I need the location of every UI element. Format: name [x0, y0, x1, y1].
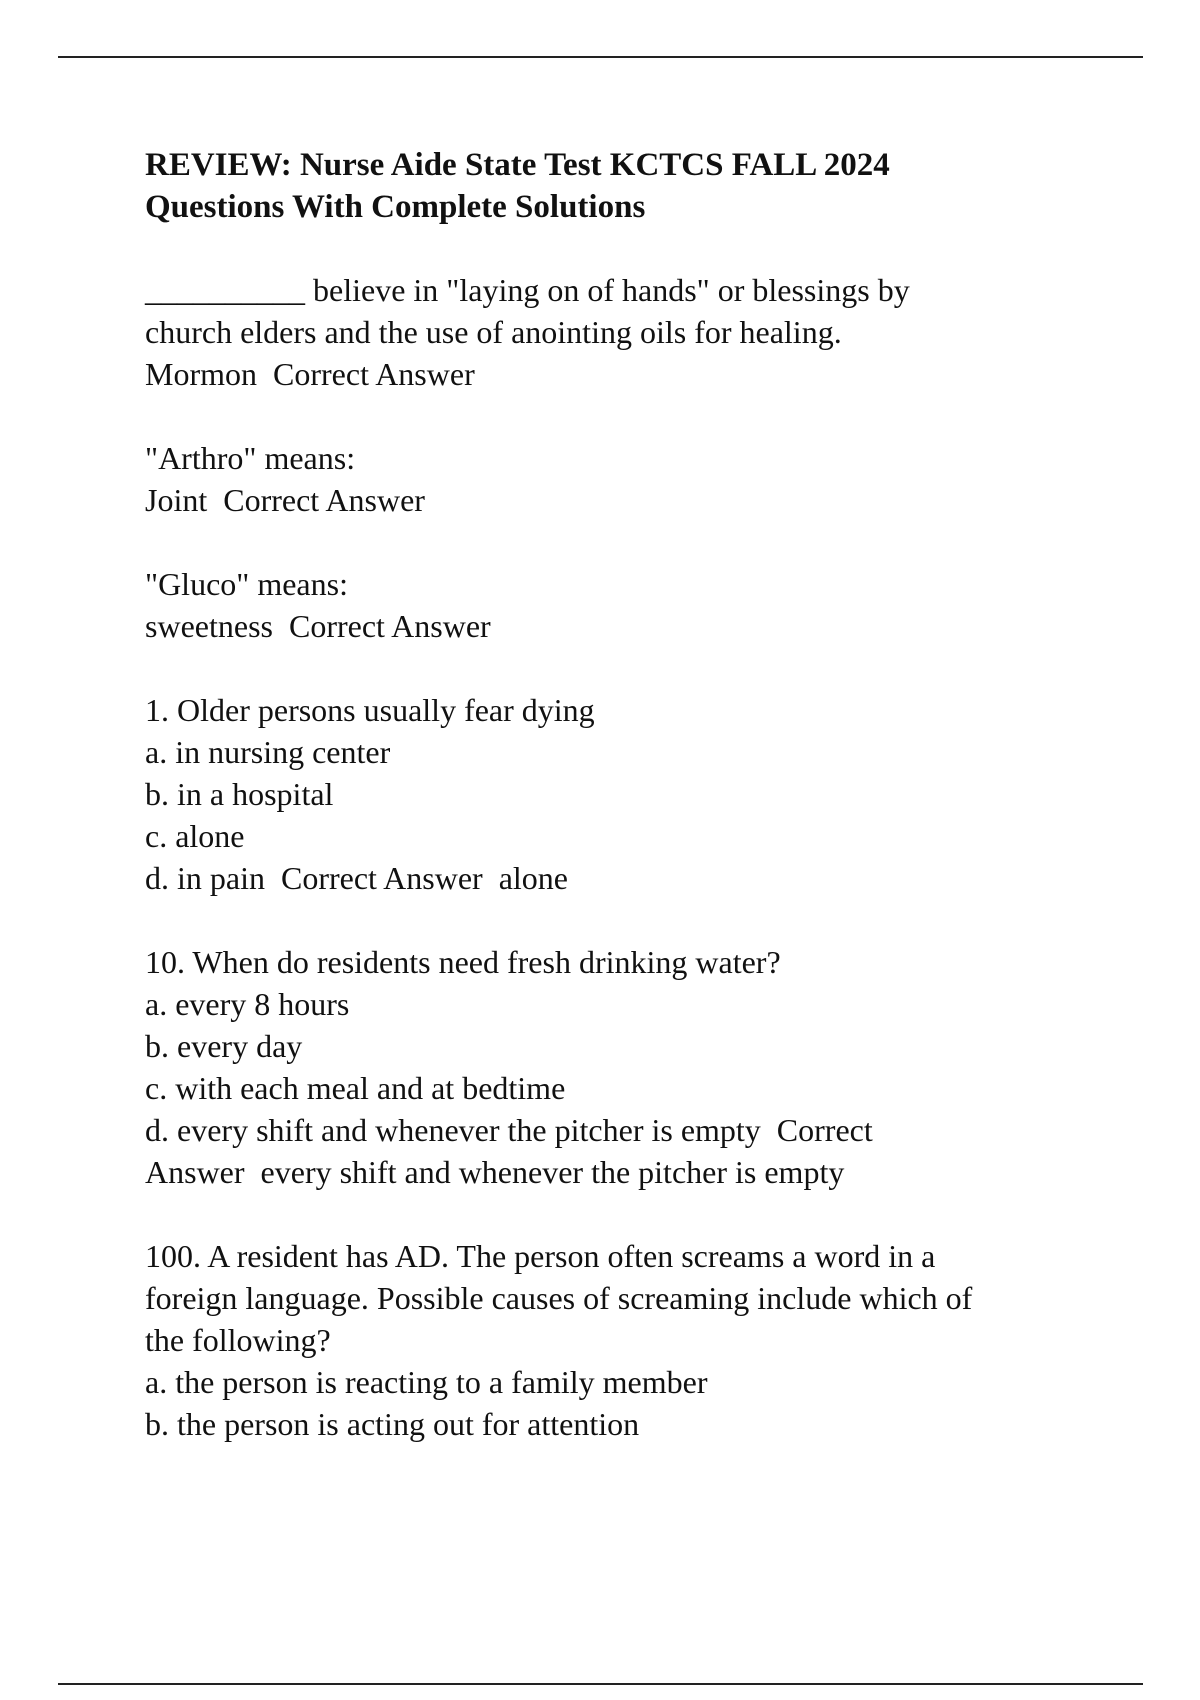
question-text: "Gluco" means:	[145, 566, 348, 602]
title-line-2: Questions With Complete Solutions	[145, 189, 646, 225]
question-text-line-3: the following?	[145, 1322, 331, 1358]
question-1-fear-dying	[145, 689, 1105, 899]
option-c: c. alone	[145, 818, 245, 854]
question-mormon	[145, 269, 1105, 395]
question-text-line-1: 100. A resident has AD. The person often screams a word in a	[145, 1238, 936, 1274]
answer-text: Joint Correct Answer	[145, 482, 425, 518]
question-text-line-2: church elders and the use of anointing oils for healing.	[145, 314, 842, 350]
option-a: a. every 8 hours	[145, 986, 350, 1022]
question-text: 1. Older persons usually fear dying	[145, 692, 595, 728]
option-d-with-answer-line-2: Answer every shift and whenever the pitcher is empty	[145, 1154, 845, 1190]
top-rule	[58, 56, 1143, 58]
title-line-1: REVIEW: Nurse Aide State Test KCTCS FALL 2024	[145, 147, 890, 183]
option-b: b. every day	[145, 1028, 303, 1064]
question-text-line-1: __________ believe in "laying on of hands" or blessings by	[145, 272, 910, 308]
option-b: b. in a hospital	[145, 776, 334, 812]
question-100-screaming	[145, 1235, 1105, 1445]
option-a: a. the person is reacting to a family member	[145, 1364, 708, 1400]
document-title	[145, 144, 1105, 228]
question-text-line-2: foreign language. Possible causes of screaming include which of	[145, 1280, 973, 1316]
option-d-with-answer: d. in pain Correct Answer alone	[145, 860, 568, 896]
question-arthro	[145, 437, 1105, 521]
document-body	[145, 144, 1105, 1445]
question-10-drinking-water	[145, 941, 1105, 1193]
answer-text: sweetness Correct Answer	[145, 608, 491, 644]
option-c: c. with each meal and at bedtime	[145, 1070, 566, 1106]
question-gluco	[145, 563, 1105, 647]
bottom-rule	[58, 1683, 1143, 1685]
option-a: a. in nursing center	[145, 734, 391, 770]
question-text: "Arthro" means:	[145, 440, 356, 476]
answer-text: Mormon Correct Answer	[145, 356, 475, 392]
option-d-with-answer-line-1: d. every shift and whenever the pitcher is empty Correct	[145, 1112, 873, 1148]
question-text: 10. When do residents need fresh drinking water?	[145, 944, 781, 980]
option-b: b. the person is acting out for attention	[145, 1406, 640, 1442]
